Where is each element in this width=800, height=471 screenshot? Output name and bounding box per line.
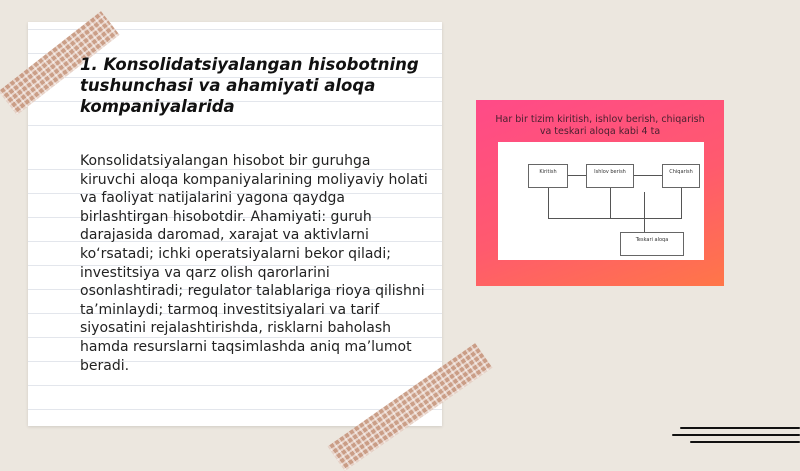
decorative-stroke-3 <box>690 441 800 443</box>
feedback-line-horizontal <box>548 218 682 219</box>
arrow-input-processing <box>568 175 586 176</box>
slide-title: 1. Konsolidatsiyalangan hisobotning tushunchasi va ahamiyati aloqa kompaniyalarida <box>80 55 419 116</box>
diagram-caption: Har bir tizim kiritish, ishlov berish, chiqarish va teskari aloqa kabi 4 ta <box>495 114 705 137</box>
diagram-box-feedback: Teskari aloqa <box>620 232 684 256</box>
feedback-line-middle <box>610 188 611 218</box>
diagram-box-input: Kiritish <box>528 164 568 188</box>
decorative-stroke-1 <box>680 427 800 429</box>
feedback-line-left <box>548 188 549 218</box>
feedback-line-right <box>681 188 682 218</box>
feedback-line-vertical <box>644 192 645 232</box>
decorative-stroke-2 <box>672 434 800 436</box>
arrow-processing-output <box>634 175 662 176</box>
slide-body-text: Konsolidatsiyalangan hisobot bir guruhga kiruvchi aloqa kompaniyalarining moliyaviy holati va faoliyat natijalarini yagona qaydga birlashtirgan hisobotdir. Ahamiyati: guruh darajasida daromad, xarajat va aktivlarni ko‘rsatadi; ichki operatsiyalarni bekor qiladi; investitsiya va qarz olish qarorlarini osonlashtiradi; regulator talablariga rioya qilishni ta’minlaydi; tarmoq investitsiyalari va tarif siyosatini rejalashtirishda, risklarni baholash hamda resurslarni taqsimlashda aniq ma’lumot beradi. <box>80 153 428 374</box>
diagram-panel <box>498 142 704 260</box>
diagram-box-processing: Ishlov berish <box>586 164 634 188</box>
diagram-box-output: Chiqarish <box>662 164 700 188</box>
system-diagram-image <box>476 100 724 286</box>
